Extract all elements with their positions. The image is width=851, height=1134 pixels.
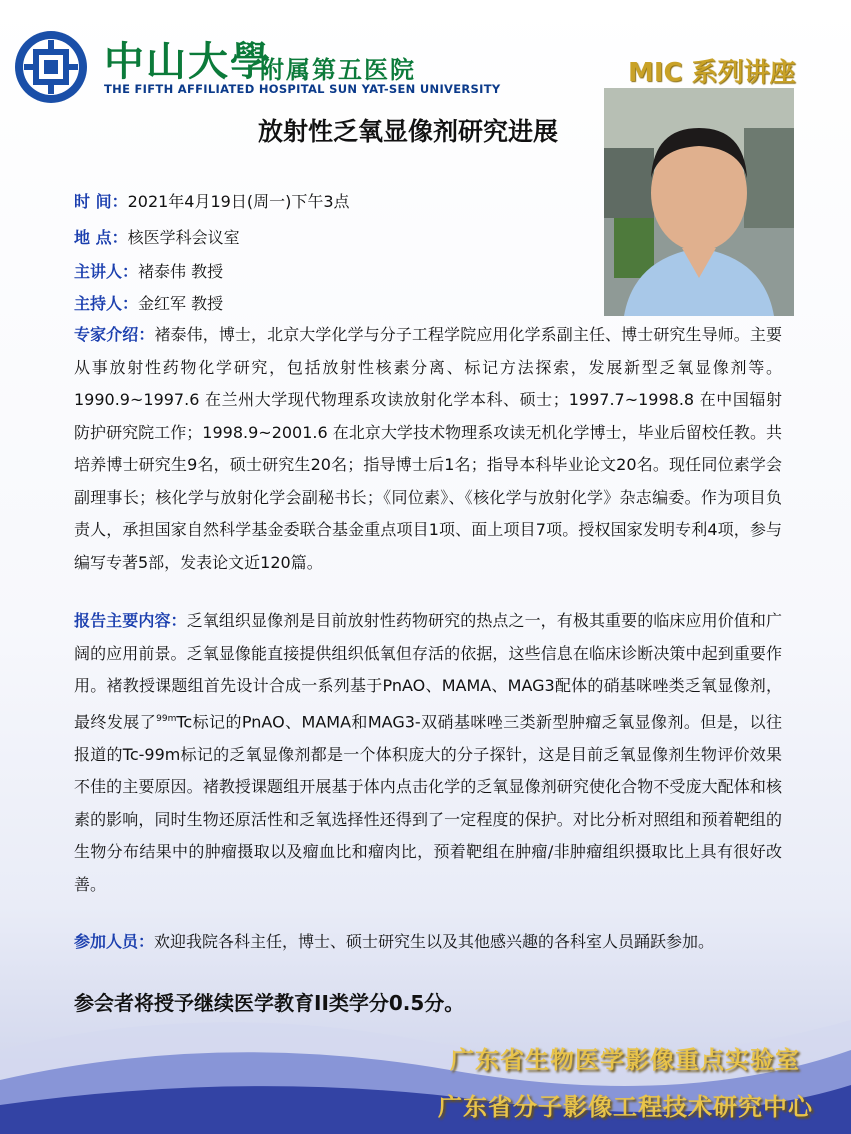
report-text-a: 乏氧组织显像剂是目前放射性药物研究的热点之一，有极其重要的临床应用价值和广阔的应用前景。乏氧显像能直接提供组织低氧但存活的依据，这些信息在临床诊断决策中起到重要作用。褚教授课题组首先设计合成一系列基于PnAO、MAMA、MAG3配体的硝基咪唑类乏氧显像剂，最终发展了 (74, 611, 782, 732)
isotope-superscript: 99m (156, 713, 177, 724)
attendees-text: 欢迎我院各科主任，博士、硕士研究生以及其他感兴趣的各科室人员踊跃参加。 (154, 932, 715, 951)
expert-bio (74, 319, 782, 579)
time-label: 时 间： (74, 192, 128, 211)
time-row (74, 185, 350, 218)
host-row (74, 287, 223, 320)
place-row (74, 221, 240, 254)
speaker-row (74, 255, 223, 288)
host-value: 金红军 教授 (138, 294, 224, 313)
university-logo-icon (14, 30, 88, 104)
hospital-name-cn: 附属第五医院 (260, 56, 416, 84)
series-title: MIC 系列讲座 (628, 58, 796, 88)
university-name-cn: 中山大學 (104, 38, 272, 85)
lab-name-1: 广东省生物医学影像重点实验室 (450, 1046, 800, 1074)
lab-name-2: 广东省分子影像工程技术研究中心 (438, 1093, 813, 1121)
lecture-title: 放射性乏氧显像剂研究进展 (258, 117, 559, 146)
report-label: 报告主要内容： (74, 611, 187, 630)
speaker-photo (604, 88, 794, 316)
report-text-b: Tc标记的PnAO、MAMA和MAG3-双硝基咪唑三类新型肿瘤乏氧显像剂。但是，以往报道的Tc-99m标记的乏氧显像剂都是一个体积庞大的分子探针，这是目前乏氧显像剂生物评价效果不佳的主要原因。褚教授课题组开展基于体内点击化学的乏氧显像剂研究使化合物不受庞大配体和核素的影响，同时生物还原活性和乏氧选择性还得到了一定程度的保护。对比分析对照组和预着靶组的生物分布结果中的肿瘤摄取以及瘤血比和瘤肉比，预着靶组在肿瘤/非肿瘤组织摄取比上具有很好改善。 (74, 712, 782, 895)
bio-text: 褚泰伟，博士，北京大学化学与分子工程学院应用化学系副主任、博士研究生导师。主要从事放射性药物化学研究，包括放射性核素分离、标记方法探索，发展新型乏氧显像剂等。1990.9~1997.6 在兰州大学现代物理系攻读放射化学本科、硕士；1997.7~1998.8 在中国辐射防护研究院工作；1998.9~2001.6 在北京大学技术物理系攻读无机化学博士，毕业后留校任教。共培养博士研究生9名，硕士研究生20名；指导博士后1名；指导本科毕业论文20名。现任同位素学会副理事长；核化学与放射化学会副秘书长；《同位素》、《核化学与放射化学》杂志编委。作为项目负责人，承担国家自然科学基金委联合基金重点项目1项、面上项目7项。授权国家发明专利4项，参与编写专著5部，发表论文近120篇。 (74, 325, 782, 572)
time-value: 2021年4月19日(周一)下午3点 (127, 192, 350, 211)
bio-label: 专家介绍： (74, 325, 155, 344)
host-label: 主持人： (74, 294, 139, 313)
attendees (74, 926, 782, 957)
attendees-label: 参加人员： (74, 932, 155, 951)
credit-notice: 参会者将授予继续医学教育II类学分0.5分。 (74, 991, 465, 1015)
place-label: 地 点： (74, 228, 128, 247)
speaker-label: 主讲人： (74, 262, 139, 281)
speaker-value: 褚泰伟 教授 (138, 262, 224, 281)
place-value: 核医学科会议室 (127, 228, 240, 247)
report-content (74, 605, 782, 902)
hospital-name-en: THE FIFTH AFFILIATED HOSPITAL SUN YAT-SEN UNIVERSITY (104, 82, 501, 96)
